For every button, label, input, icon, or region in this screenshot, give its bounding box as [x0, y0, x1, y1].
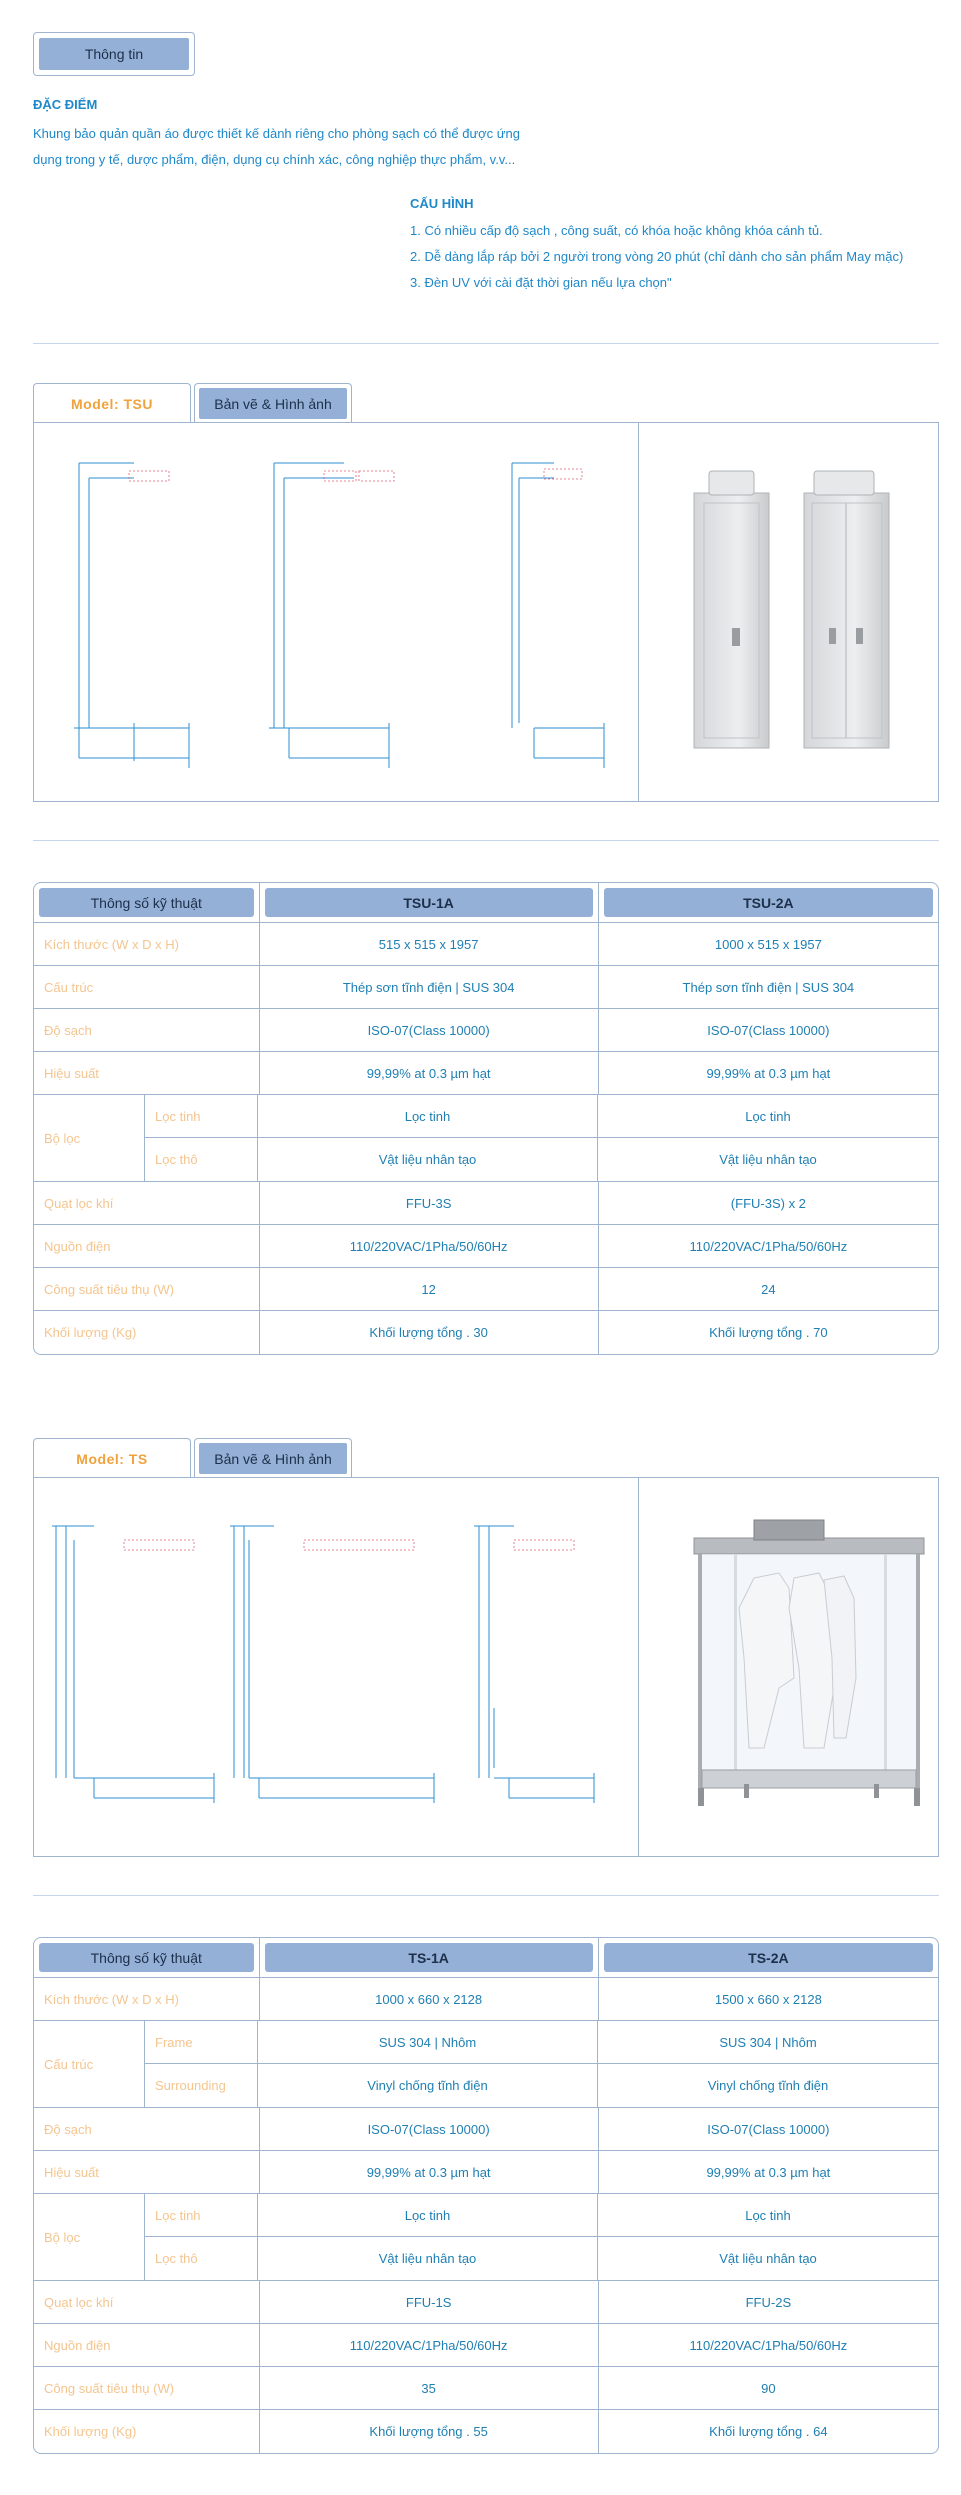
tsu-spec-table [33, 882, 939, 1355]
row-value: Vật liệu nhân tạo [719, 2251, 817, 2266]
table-row [145, 2194, 938, 2237]
spec-header-model-1 [260, 1938, 599, 1977]
table-row [34, 1052, 938, 1095]
row-label: Độ sạch [34, 2108, 260, 2150]
table-row [34, 1182, 938, 1225]
row-value: Vật liệu nhân tạo [719, 1152, 817, 1167]
spec-header-model-2 [599, 1938, 938, 1977]
tsu-technical-drawing [34, 423, 638, 803]
features-title: ĐẶC ĐIỂM [33, 97, 98, 112]
spec-header-model-1 [260, 883, 599, 922]
table-row [145, 1095, 938, 1138]
row-value: 515 x 515 x 1957 [260, 923, 599, 965]
row-value: 99,99% at 0.3 µm hạt [260, 1052, 599, 1094]
row-value: ISO-07(Class 10000) [707, 2121, 830, 2137]
tab-drawing-label: Bản vẽ & Hình ảnh [199, 388, 347, 419]
row-value: ISO-07(Class 10000) [260, 2108, 599, 2150]
ts-product-photo [684, 1508, 934, 1828]
table-row [34, 2281, 938, 2324]
row-value: Khối lượng tổng . 30 [260, 1311, 599, 1354]
row-value: 90 [761, 2380, 776, 2396]
group-label: Cấu trúc [34, 2021, 145, 2107]
table-row [34, 1225, 938, 1268]
table-row [34, 2151, 938, 2194]
ts-drawing-panel [33, 1477, 939, 1857]
row-value: Khối lượng tổng . 64 [709, 2424, 828, 2439]
table-row [34, 923, 938, 966]
row-label: Khối lượng (Kg) [34, 1311, 260, 1354]
spec-header-model-2-label: TSU-2A [604, 888, 933, 917]
row-value: Thép sơn tĩnh điện | SUS 304 [260, 966, 599, 1008]
row-value: Lọc tinh [258, 2194, 598, 2236]
row-label: Nguồn điện [34, 1225, 260, 1267]
row-value: Lọc tinh [745, 1108, 791, 1124]
row-value: (FFU-3S) x 2 [730, 1195, 806, 1211]
row-value: Thép sơn tĩnh điện | SUS 304 [682, 979, 855, 995]
row-value: Vinyl chống tĩnh điện [707, 2078, 829, 2093]
row-value: 99,99% at 0.3 µm hạt [706, 1065, 831, 1081]
row-sublabel: Lọc thô [145, 1138, 258, 1181]
row-label: Kích thước (W x D x H) [34, 923, 260, 965]
structure-group [34, 2021, 938, 2108]
row-value: 1500 x 660 x 2128 [714, 1991, 822, 2007]
table-row [145, 2064, 938, 2107]
config-item: 2. Dễ dàng lắp ráp bởi 2 người trong vòng 20 phút (chỉ dành cho sản phẩm May mặc) [410, 249, 904, 264]
spec-header-title-label: Thông số kỹ thuật [39, 888, 254, 917]
spec-header-title [34, 1938, 260, 1977]
row-label: Cấu trúc [34, 966, 260, 1008]
tab-drawing-tsu[interactable] [194, 383, 352, 423]
row-label: Độ sạch [34, 1009, 260, 1051]
divider [33, 343, 939, 344]
row-label: Hiệu suất [34, 1052, 260, 1094]
table-row [34, 1978, 938, 2021]
divider [33, 1895, 939, 1896]
table-row [145, 1138, 938, 1181]
spec-header-model-1-label: TS-1A [265, 1943, 593, 1972]
table-row [34, 2367, 938, 2410]
spec-header-title [34, 883, 260, 922]
filter-group [34, 1095, 938, 1182]
row-value: Khối lượng tổng . 70 [709, 1325, 828, 1340]
ts-spec-table [33, 1937, 939, 2454]
config-list [410, 218, 903, 296]
row-value: 110/220VAC/1Pha/50/60Hz [260, 1225, 599, 1267]
row-value: 1000 x 515 x 1957 [714, 936, 822, 952]
group-label: Bộ lọc [34, 1095, 145, 1181]
tsu-product-photo [684, 463, 914, 763]
row-value: 110/220VAC/1Pha/50/60Hz [260, 2324, 599, 2366]
row-value: 12 [260, 1268, 599, 1310]
row-label: Công suất tiêu thụ (W) [34, 2367, 260, 2409]
row-label: Nguồn điện [34, 2324, 260, 2366]
row-label: Kích thước (W x D x H) [34, 1978, 260, 2020]
table-row [34, 1311, 938, 1354]
config-item: 3. Đèn UV với cài đặt thời gian nếu lựa chọn" [410, 275, 672, 290]
spec-header-model-2-label: TS-2A [604, 1943, 933, 1972]
tab-model-tsu[interactable]: Model: TSU [33, 383, 191, 423]
table-row [34, 1268, 938, 1311]
panel-divider [638, 1478, 639, 1856]
row-value: FFU-3S [260, 1182, 599, 1224]
tab-drawing-ts[interactable] [194, 1438, 352, 1478]
row-value: 99,99% at 0.3 µm hạt [706, 2164, 831, 2180]
row-value: SUS 304 | Nhôm [719, 2034, 817, 2050]
row-value: FFU-2S [745, 2294, 792, 2310]
info-tab-label: Thông tin [39, 38, 189, 70]
spec-header-model-2 [599, 883, 938, 922]
spec-header-title-label: Thông số kỹ thuật [39, 1943, 254, 1972]
row-label: Công suất tiêu thụ (W) [34, 1268, 260, 1310]
row-value: Lọc tinh [258, 1095, 598, 1137]
tsu-drawing-panel [33, 422, 939, 802]
row-label: Quạt lọc khí [34, 2281, 260, 2323]
table-row [145, 2021, 938, 2064]
row-value: Vinyl chống tĩnh điện [258, 2064, 598, 2107]
row-value: 1000 x 660 x 2128 [260, 1978, 599, 2020]
row-value: 35 [260, 2367, 599, 2409]
row-value: 110/220VAC/1Pha/50/60Hz [689, 2337, 848, 2353]
row-value: 24 [761, 1281, 776, 1297]
row-value: FFU-1S [260, 2281, 599, 2323]
row-value: SUS 304 | Nhôm [258, 2021, 598, 2063]
ts-technical-drawing [34, 1478, 638, 1858]
group-label: Bộ lọc [34, 2194, 145, 2280]
row-label: Hiệu suất [34, 2151, 260, 2193]
table-row [34, 2410, 938, 2453]
spec-header-model-1-label: TSU-1A [265, 888, 593, 917]
divider [33, 840, 939, 841]
table-row [145, 2237, 938, 2280]
filter-group [34, 2194, 938, 2281]
table-row [34, 2324, 938, 2367]
row-value: 99,99% at 0.3 µm hạt [260, 2151, 599, 2193]
table-row [34, 966, 938, 1009]
features-text-line-1: Khung bảo quản quần áo được thiết kế dành riêng cho phòng sạch có thể được ứng [33, 126, 520, 141]
info-tab[interactable] [33, 32, 195, 76]
row-label: Khối lượng (Kg) [34, 2410, 260, 2453]
spec-header [34, 883, 938, 923]
row-sublabel: Lọc tinh [145, 1095, 258, 1137]
row-sublabel: Lọc tinh [145, 2194, 258, 2236]
row-value: Vật liệu nhân tạo [258, 2237, 598, 2280]
tsu-tabs [33, 383, 353, 423]
features-text-line-2: dụng trong y tế, dược phẩm, điện, dụng cụ chính xác, công nghiệp thực phẩm, v.v... [33, 152, 516, 167]
row-value: ISO-07(Class 10000) [260, 1009, 599, 1051]
row-label: Quạt lọc khí [34, 1182, 260, 1224]
features-text [33, 121, 593, 173]
row-value: 110/220VAC/1Pha/50/60Hz [689, 1238, 848, 1254]
tab-model-ts[interactable]: Model: TS [33, 1438, 191, 1478]
row-sublabel: Frame [145, 2021, 258, 2063]
table-row [34, 1009, 938, 1052]
row-value: Khối lượng tổng . 55 [260, 2410, 599, 2453]
row-value: ISO-07(Class 10000) [707, 1022, 830, 1038]
row-value: Lọc tinh [745, 2207, 791, 2223]
spec-header [34, 1938, 938, 1978]
tab-drawing-label: Bản vẽ & Hình ảnh [199, 1443, 347, 1474]
row-sublabel: Surrounding [145, 2064, 258, 2107]
row-sublabel: Lọc thô [145, 2237, 258, 2280]
panel-divider [638, 423, 639, 801]
config-title: CẤU HÌNH [410, 196, 474, 211]
table-row [34, 2108, 938, 2151]
row-value: Vật liệu nhân tạo [258, 1138, 598, 1181]
ts-tabs [33, 1438, 353, 1478]
config-item: 1. Có nhiều cấp độ sạch , công suất, có khóa hoặc không khóa cánh tủ. [410, 223, 823, 238]
